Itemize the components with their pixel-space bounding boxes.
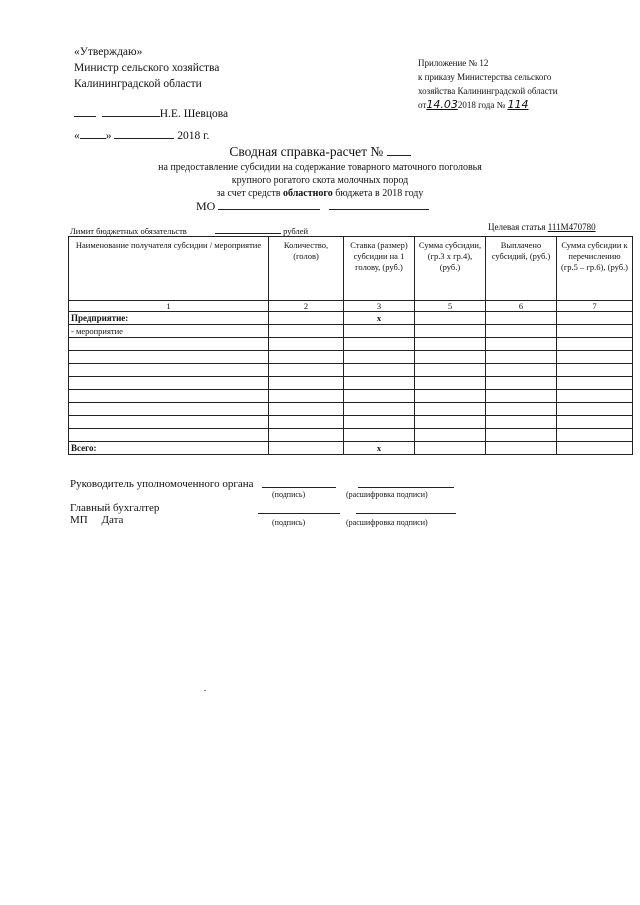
date-open-quote: « [74,130,80,142]
document-title-text: Сводная справка-расчет № [229,144,384,159]
col-number: 5 [415,301,486,312]
table-row-activity [69,325,633,338]
table-cell [557,351,633,364]
table-cell [557,312,633,325]
table-cell [486,416,557,429]
table-cell [557,338,633,351]
head-decode-caption: (расшифровка подписи) [346,490,428,499]
target-label: Целевая статья [488,222,546,232]
header-recipient: Наименование получателя субсидии / мероприятие [69,237,269,301]
table-cell [344,429,415,442]
col-number: 6 [486,301,557,312]
limit-line [70,223,308,236]
mo-label: МО [196,199,216,213]
table-cell [344,351,415,364]
table-row [69,416,633,429]
table-cell [557,377,633,390]
table-cell [344,390,415,403]
table-cell [69,390,269,403]
table-cell [557,364,633,377]
appendix-line-3: хозяйства Калининградской области [418,86,558,96]
table-cell [344,416,415,429]
limit-label: Лимит бюджетных обязательств [70,226,187,236]
table-cell [415,390,486,403]
accountant-decode-caption: (расшифровка подписи) [346,518,428,527]
table-cell [269,338,344,351]
table-cell [486,403,557,416]
table-cell [69,338,269,351]
table-cell [557,390,633,403]
table-cell [415,364,486,377]
table-row [69,403,633,416]
table-cell [415,442,486,455]
head-signature-caption: (подпись) [272,490,306,499]
table-row [69,351,633,364]
target-code: 111M470780 [547,222,596,232]
table-cell [269,416,344,429]
table-cell [69,351,269,364]
table-cell [415,325,486,338]
table-cell [269,325,344,338]
accountant-decode-line [356,512,456,514]
table-cell [415,429,486,442]
col-number: 2 [269,301,344,312]
x-mark: х [344,442,415,455]
table-cell [486,364,557,377]
approval-signer: Н.Е. Шевцова [159,108,229,120]
table-cell [415,338,486,351]
appendix-block [418,56,558,112]
subtitle-line-3-suffix: бюджета в 2018 году [335,188,424,199]
total-label: Всего: [69,442,269,455]
table-row [69,429,633,442]
table-cell [344,338,415,351]
table-cell [557,442,633,455]
head-of-authority-label: Руководитель уполномоченного органа [70,478,254,490]
enterprise-label: Предприятие: [69,312,269,325]
appendix-line-1: Приложение № 12 [418,58,489,68]
table-cell [415,312,486,325]
mp-label: МП [70,514,88,526]
calculation-table [68,236,633,455]
table-cell [269,377,344,390]
approval-date-line [74,128,209,142]
table-cell [557,403,633,416]
header-paid: Выплачено субсидий, (руб.) [486,237,557,301]
table-cell [486,377,557,390]
table-cell [69,416,269,429]
table-row [69,338,633,351]
approval-region: Калининградской области [74,78,202,90]
table-cell [486,429,557,442]
col-number: 7 [557,301,633,312]
col-number: 1 [69,301,269,312]
table-cell [69,364,269,377]
table-cell [415,416,486,429]
table-cell [269,403,344,416]
date-close-quote: » [105,130,112,142]
table-cell [486,312,557,325]
scan-speck [204,690,206,691]
table-cell [344,377,415,390]
col-number: 3 [344,301,415,312]
table-cell [486,325,557,338]
appendix-number-handwritten: 114 [507,98,529,111]
subtitle-line-1: на предоставление субсидии на содержание товарного маточного поголовья [158,162,482,173]
table-row [69,390,633,403]
chief-accountant-label: Главный бухгалтер [70,502,160,514]
table-header-row [69,237,633,301]
table-cell [486,351,557,364]
table-row-enterprise [69,312,633,325]
approval-role: Министр сельского хозяйства [74,62,220,74]
document-title [0,144,640,160]
header-subsidy-sum: Сумма субсидии, (гр.3 х гр.4), (руб.) [415,237,486,301]
approval-year: 2018 г. [177,130,210,142]
table-cell [69,429,269,442]
table-cell [486,442,557,455]
subtitle-line-3-bold: областного [282,188,333,199]
subtitle-line-3 [0,188,640,199]
appendix-line-2: к приказу Министерства сельского [418,72,552,82]
table-cell [269,364,344,377]
head-signature-line [262,486,336,488]
table-cell [415,377,486,390]
mo-line [196,199,429,214]
header-to-transfer: Сумма субсидии к перечислению (гр.5 – гр.6), (руб.) [557,237,633,301]
head-decode-line [358,486,454,488]
table-cell [269,351,344,364]
table-cell [486,338,557,351]
table-cell [269,390,344,403]
table-cell [69,403,269,416]
x-mark: х [344,312,415,325]
subtitle-line-2: крупного рогатого скота молочных пород [231,175,409,186]
date-label: Дата [101,514,124,526]
accountant-signature-caption: (подпись) [272,518,306,527]
approval-heading: «Утверждаю» [74,46,143,58]
appendix-date-prefix: от [418,100,427,110]
limit-unit: рублей [283,226,309,236]
table-cell [557,429,633,442]
table-row-total [69,442,633,455]
approval-block [74,44,219,92]
column-numbers-row [69,301,633,312]
appendix-date-handwritten: 14.03 [426,98,458,111]
target-article [488,222,596,232]
stamp-date-line [70,514,123,526]
subtitle-line-3-prefix: за счет средств [216,188,281,199]
table-cell [269,442,344,455]
table-cell [415,351,486,364]
table-cell [269,429,344,442]
header-quantity: Количество, (голов) [269,237,344,301]
approval-signature-line [74,106,228,120]
table-cell [69,377,269,390]
table-cell [557,325,633,338]
appendix-date-line [418,98,558,112]
table-cell [344,325,415,338]
accountant-signature-line [258,512,340,514]
activity-label: - мероприятие [69,325,269,338]
table-cell [557,416,633,429]
header-rate: Ставка (размер) субсидии на 1 голову, (руб.) [344,237,415,301]
appendix-date-suffix: 2018 года № [457,100,506,110]
table-cell [269,312,344,325]
table-cell [344,403,415,416]
table-cell [344,364,415,377]
table-row [69,364,633,377]
table-cell [486,390,557,403]
table-cell [415,403,486,416]
table-row [69,377,633,390]
